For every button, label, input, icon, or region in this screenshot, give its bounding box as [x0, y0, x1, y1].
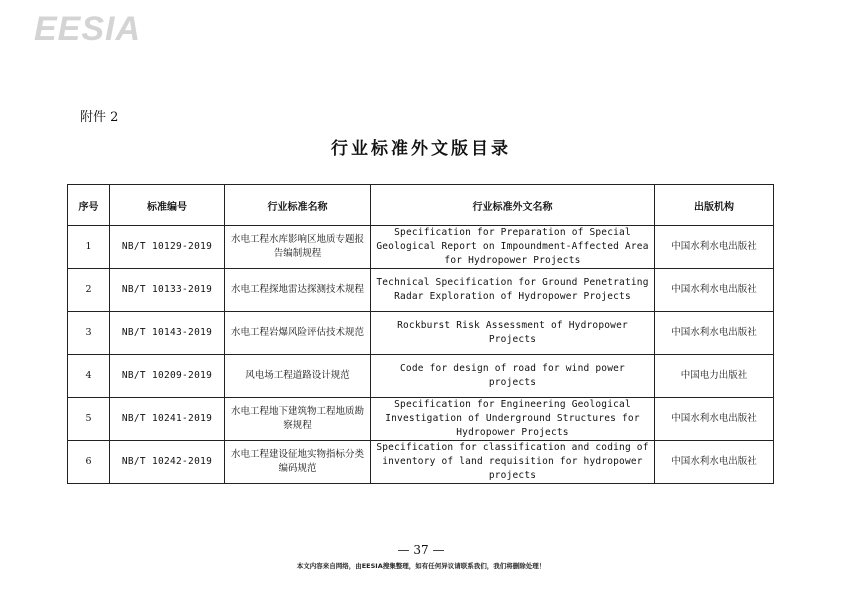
standard-code: NB/T 10129-2019: [110, 226, 225, 269]
row-number: 4: [68, 355, 110, 398]
publisher: 中国水利水电出版社: [655, 441, 774, 484]
header-seq: 序号: [68, 185, 110, 226]
attachment-label: 附件 2: [80, 110, 119, 125]
publisher: 中国水利水电出版社: [655, 398, 774, 441]
header-name-cn: 行业标准名称: [225, 185, 371, 226]
standard-name-cn: 水电工程地下建筑物工程地质勘察规程: [225, 398, 371, 441]
header-name-en: 行业标准外文名称: [371, 185, 655, 226]
standard-name-en: Specification for Preparation of Special Geological Report on Impoundment-Affected Area for Hydropower Projects: [371, 226, 655, 269]
table-row: [68, 312, 774, 355]
standard-name-cn: 风电场工程道路设计规范: [225, 355, 371, 398]
row-number: 2: [68, 269, 110, 312]
row-number: 6: [68, 441, 110, 484]
page-number: — 37 —: [397, 543, 445, 557]
standard-name-en: Specification for Engineering Geological Investigation of Underground Structures for Hydropower Projects: [371, 398, 655, 441]
eesia-logo: EESIA: [34, 10, 142, 48]
standard-code: NB/T 10241-2019: [110, 398, 225, 441]
standard-name-cn: 水电工程探地雷达探测技术规程: [225, 269, 371, 312]
table-header-row: [68, 185, 774, 226]
standards-table: [67, 184, 774, 484]
standard-code: NB/T 10209-2019: [110, 355, 225, 398]
standard-code: NB/T 10133-2019: [110, 269, 225, 312]
header-code: 标准编号: [110, 185, 225, 226]
table-row: [68, 355, 774, 398]
publisher: 中国水利水电出版社: [655, 312, 774, 355]
publisher: 中国水利水电出版社: [655, 269, 774, 312]
table-row: [68, 269, 774, 312]
header-publisher: 出版机构: [655, 185, 774, 226]
standard-name-en: Specification for classification and coding of inventory of land requisition for hydropower projects: [371, 441, 655, 484]
standard-code: NB/T 10242-2019: [110, 441, 225, 484]
standard-name-cn: 水电工程建设征地实物指标分类编码规范: [225, 441, 371, 484]
publisher: 中国水利水电出版社: [655, 226, 774, 269]
page-title: 行业标准外文版目录: [331, 139, 511, 159]
standard-name-cn: 水电工程水库影响区地质专题报告编制规程: [225, 226, 371, 269]
standard-code: NB/T 10143-2019: [110, 312, 225, 355]
row-number: 1: [68, 226, 110, 269]
row-number: 3: [68, 312, 110, 355]
row-number: 5: [68, 398, 110, 441]
footer-disclaimer: 本文内容来自网络，由EESIA搜集整理，如有任何异议请联系我们，我们将删除处理！: [296, 562, 546, 570]
standard-name-en: Technical Specification for Ground Penetrating Radar Exploration of Hydropower Projects: [371, 269, 655, 312]
publisher: 中国电力出版社: [655, 355, 774, 398]
standard-name-en: Code for design of road for wind power projects: [371, 355, 655, 398]
table-row: [68, 398, 774, 441]
standard-name-en: Rockburst Risk Assessment of Hydropower Projects: [371, 312, 655, 355]
standard-name-cn: 水电工程岩爆风险评估技术规范: [225, 312, 371, 355]
table-row: [68, 226, 774, 269]
table-row: [68, 441, 774, 484]
